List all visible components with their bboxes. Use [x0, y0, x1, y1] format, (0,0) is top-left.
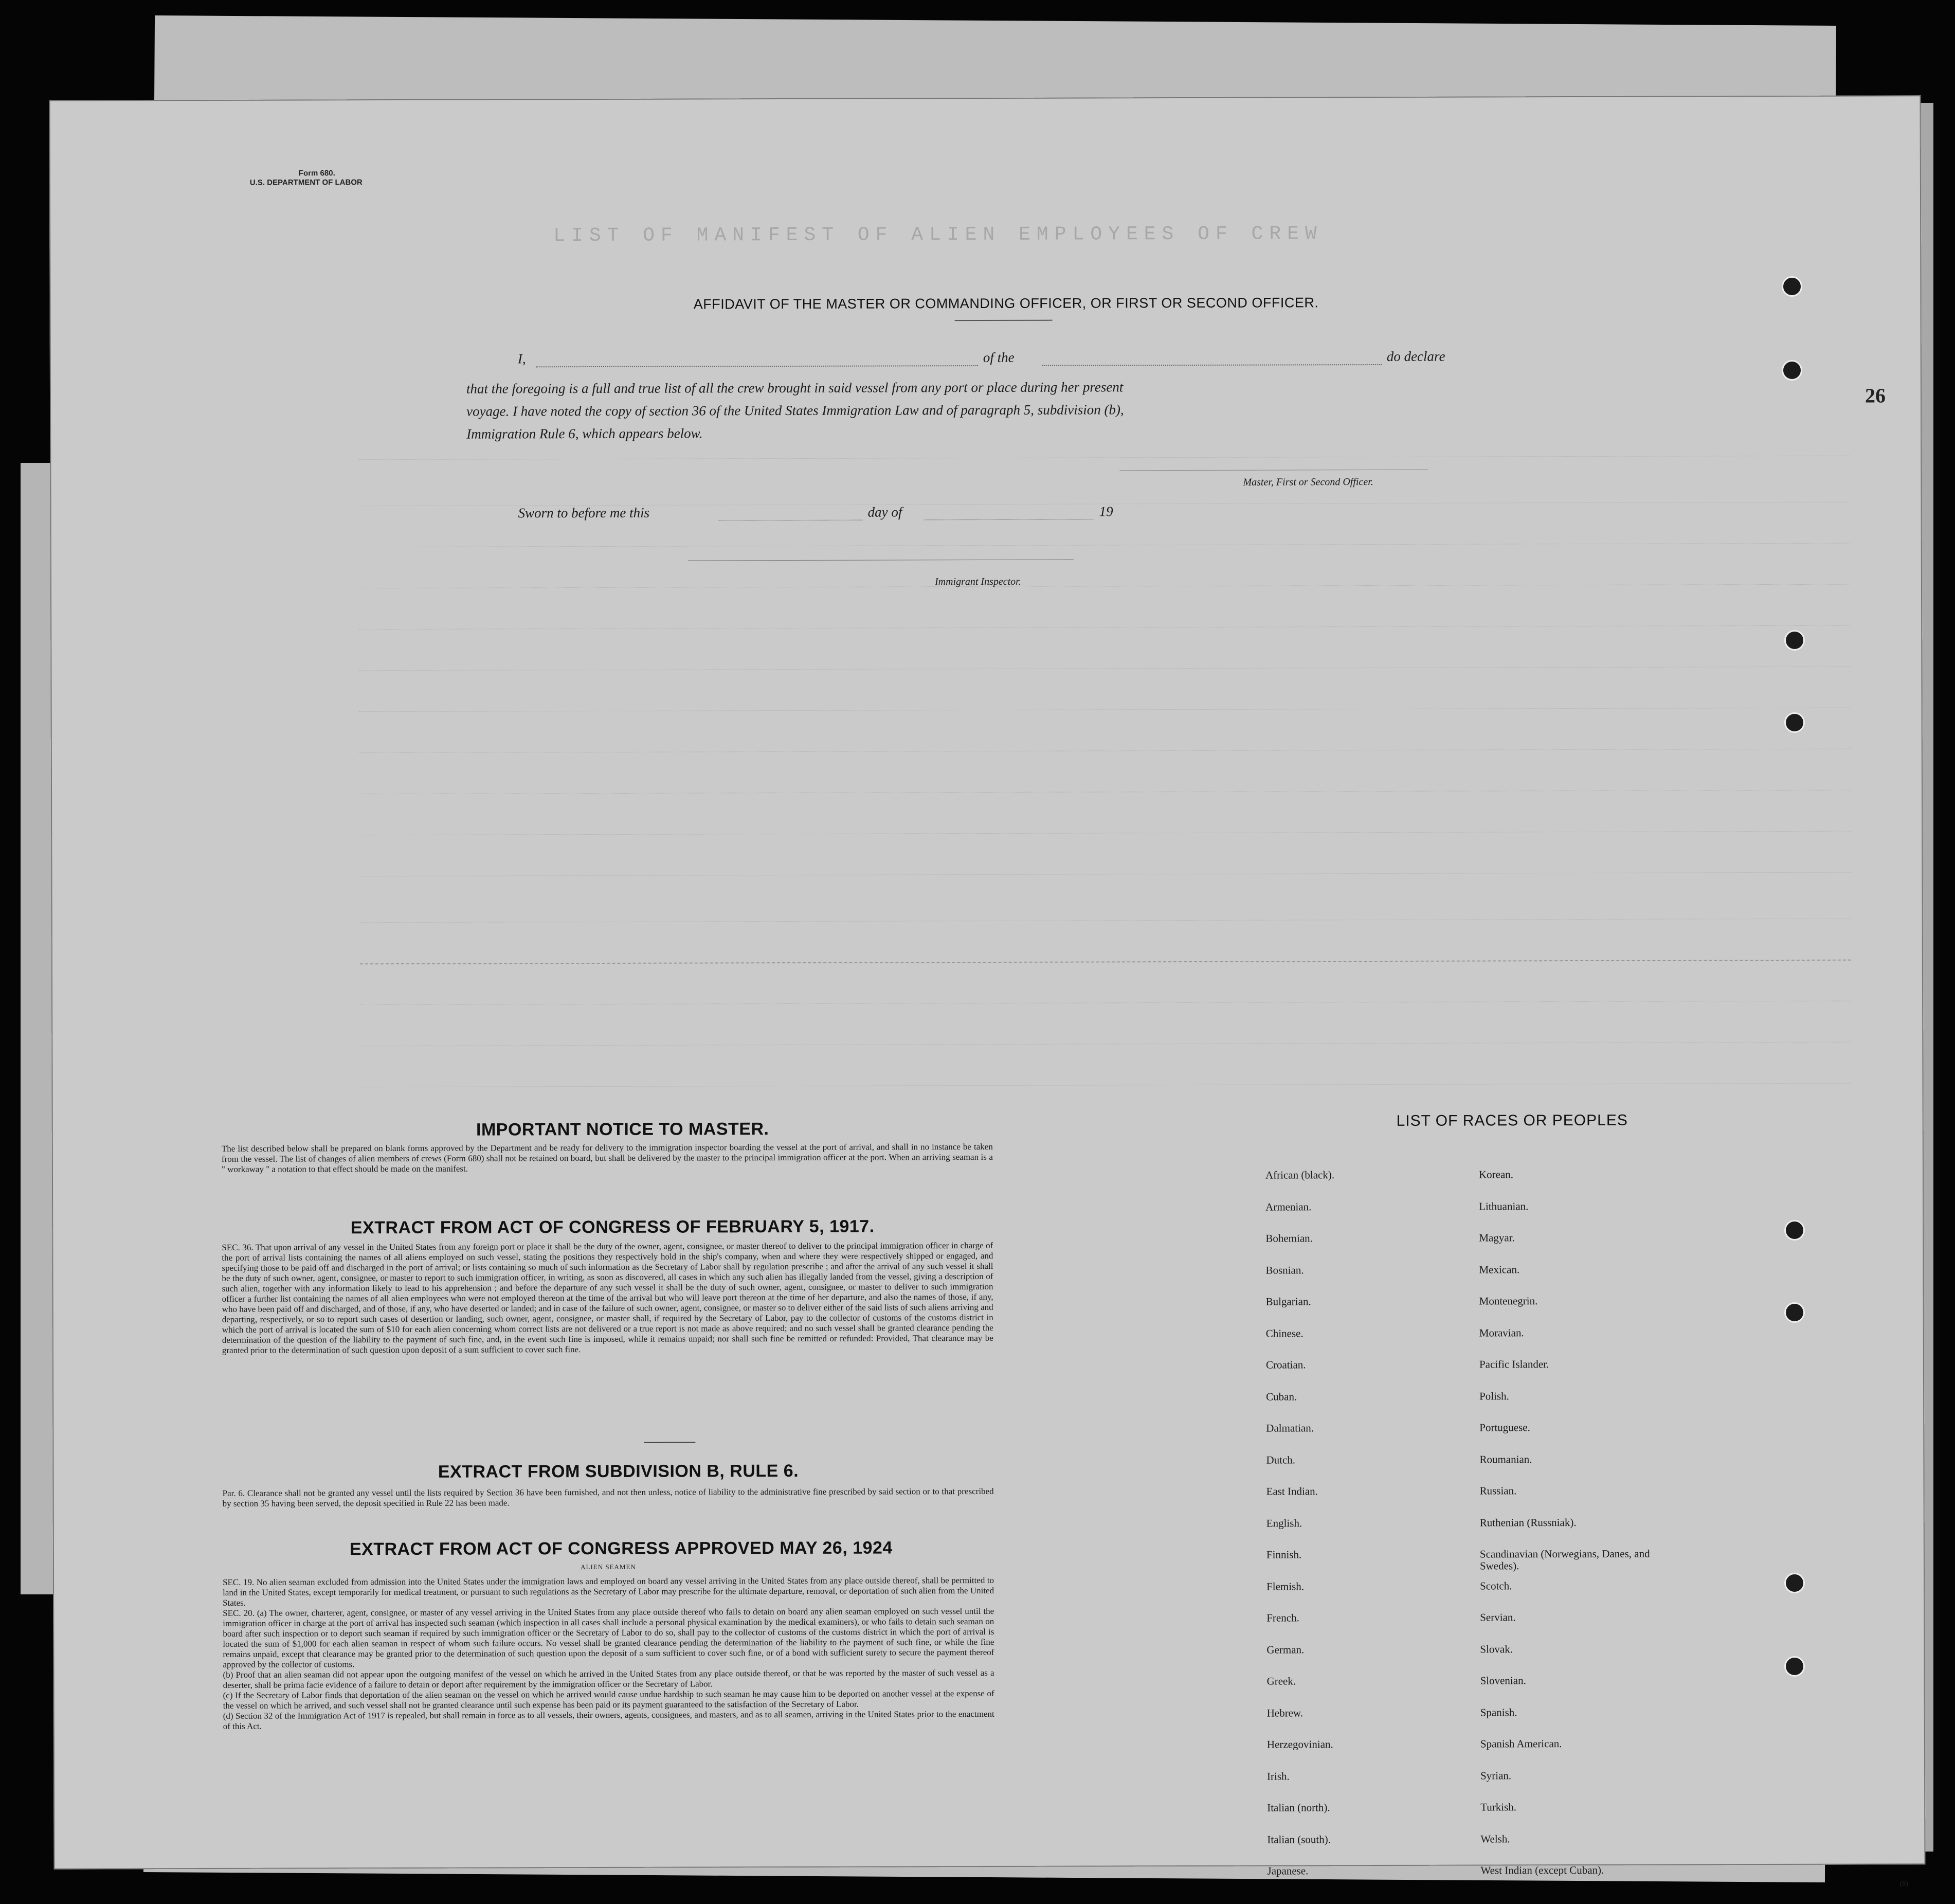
race-item: Scandinavian (Norwegians, Danes, and Swedes). [1479, 1547, 1650, 1572]
punch-hole [1784, 1302, 1805, 1323]
inspector-label: Immigrant Inspector. [934, 576, 1021, 588]
punch-hole [1782, 276, 1802, 297]
section-20d: (d) Section 32 of the Immigration Act of 1917 is repealed, but shall remain in force as to all vessels, their owners, agents, consignees, and masters, and as to all seamen, arriving in the United States prior to the enactment of this Act. [223, 1709, 994, 1731]
race-item: Montenegrin. [1479, 1295, 1538, 1307]
punch-hole [1784, 1656, 1805, 1677]
bleed-through-row [359, 749, 1851, 753]
race-item: English. [1266, 1517, 1302, 1530]
form-header [250, 169, 363, 188]
notice-body: The list described below shall be prepared on blank forms approved by the Department and be ready for delivery to the immigration inspector boarding the vessel at the port of arrival, and shall in no instance be taken from the vessel. The list of changes of alien members of crews (Form 680) shall not be retained on board, but shall be delivered by the master to the principal immigration officer at the port. When an arriving seaman is a " workaway " a notation to that effect should be made on the manifest. [221, 1141, 993, 1174]
race-item: Mexican. [1479, 1263, 1520, 1276]
race-item: Portuguese. [1479, 1421, 1530, 1434]
form-number: Form 680. [298, 169, 335, 178]
notice-title: IMPORTANT NOTICE TO MASTER. [476, 1119, 769, 1140]
bleed-through-row [359, 625, 1850, 630]
race-item: Ruthenian (Russniak). [1479, 1516, 1577, 1529]
race-item: Bosnian. [1265, 1264, 1304, 1277]
section-19: SEC. 19. No alien seaman excluded from admission into the United States under the immigration laws and employed on board any vessel arriving in the United States from any place outside thereof, shall be permitted to land in the United States, except temporarily for medical treatment, or pursuant to such regulations as the Secretary of Labor may prescribe for the ultimate departure, removal, or deportation of such alien from the United States. [223, 1575, 994, 1608]
race-item: Spanish American. [1480, 1737, 1562, 1750]
year-text: 19 [1099, 504, 1113, 519]
bleed-through-row [359, 543, 1850, 548]
bleed-through-row [359, 831, 1851, 836]
affidavit-i: I, [517, 351, 526, 367]
race-item: Welsh. [1480, 1833, 1510, 1845]
race-item: Bohemian. [1265, 1232, 1313, 1245]
bleed-through-row [359, 790, 1851, 795]
race-item: Turkish. [1480, 1801, 1517, 1813]
race-item: Scotch. [1480, 1579, 1512, 1592]
race-item: Roumanian. [1479, 1453, 1532, 1466]
bleed-through-row [360, 1083, 1852, 1088]
extract-rule6-title: EXTRACT FROM SUBDIVISION B, RULE 6. [438, 1461, 799, 1482]
extract-1924-title: EXTRACT FROM ACT OF CONGRESS APPROVED MAY 26, 1924 [349, 1538, 893, 1559]
extract-1924-content [223, 1561, 994, 1732]
affidavit-line4: Immigration Rule 6, which appears below. [466, 425, 703, 442]
bleed-through-row [360, 960, 1851, 965]
race-item: Dalmatian. [1266, 1422, 1314, 1434]
bleed-through-text: LIST OF MANIFEST OF ALIEN EMPLOYEES OF CREW [553, 223, 1323, 247]
race-item: Armenian. [1265, 1200, 1312, 1213]
bleed-through-row [360, 1042, 1851, 1047]
race-item: Lithuanian. [1479, 1200, 1529, 1213]
bleed-through-row [359, 872, 1851, 877]
race-item: Chinese. [1265, 1327, 1304, 1340]
affidavit-line2: that the foregoing is a full and true list of all the crew brought in said vessel from any port or place during her present [466, 379, 1124, 397]
race-item: Slovak. [1480, 1643, 1513, 1656]
sworn-month-blank [925, 519, 1094, 520]
affidavit-declare: do declare [1386, 348, 1445, 364]
race-item: Slovenian. [1480, 1674, 1526, 1687]
inspector-line [688, 560, 1074, 561]
race-item: French. [1266, 1611, 1299, 1624]
punch-hole [1784, 630, 1805, 651]
corner-mark: (8) [1899, 1880, 1908, 1888]
extract-rule6-body: Par. 6. Clearance shall not be granted any vessel until the lists required by Section 36 have been furnished, and not then unless, notice of liability to the administrative fine prescribed by said section or to that prescribed by section 35 having been served, the deposit specified in Rule 22 has been made. [222, 1486, 994, 1508]
race-item: Spanish. [1480, 1706, 1517, 1719]
race-item: African (black). [1265, 1169, 1335, 1181]
form-page [49, 95, 1926, 1888]
bleed-through-row [359, 708, 1851, 712]
races-title: LIST OF RACES OR PEOPLES [1396, 1111, 1628, 1129]
section-divider [644, 1442, 695, 1443]
bleed-through-row [359, 584, 1850, 589]
section-20a: SEC. 20. (a) The owner, charterer, agent, consignee, or master of any vessel arriving in the United States from any place outside thereof who fails to detain on board any alien seaman employed on such vessel until the immigration officer in charge at the port of arrival has inspected such seaman (which inspection in all cases shall include a personal physical examination by the medical examiners), or who fails to detain such seaman on board after such inspection or to deport such seaman if required by such immigration officer or the Secretary of Labor to do so, shall pay to the collector of customs of the customs district in which the port of arrival is located the sum of $1,000 for each alien seaman in respect of whom such failure occurs. No vessel shall be granted clearance pending the determination of the liability to the payment of such fine, or while the fine remains unpaid, except that clearance may be granted prior to the determination of such question upon the deposit of a sum sufficient to cover such fine, or of a bond with sufficient surety to secure the payment thereof approved by the collector of customs. [223, 1606, 994, 1669]
race-item: Croatian. [1265, 1358, 1306, 1371]
race-item: Magyar. [1479, 1231, 1515, 1244]
signature-line [1119, 470, 1428, 471]
race-item: West Indian (except Cuban). [1480, 1863, 1604, 1877]
race-item: Italian (south). [1267, 1833, 1331, 1846]
race-item: German. [1266, 1643, 1305, 1656]
race-item: Greek. [1266, 1675, 1296, 1687]
race-item: Herzegovinian. [1266, 1738, 1333, 1751]
alien-seamen-subtitle: ALIEN SEAMEN [581, 1562, 636, 1571]
punch-hole [1784, 1573, 1805, 1593]
punch-hole [1784, 1220, 1805, 1241]
page-number: 26 [1865, 384, 1886, 407]
race-item: Hebrew. [1266, 1707, 1304, 1719]
sworn-day-blank [719, 520, 863, 521]
race-item: Russian. [1479, 1484, 1517, 1497]
race-item: Korean. [1478, 1168, 1514, 1181]
race-item: Pacific Islander. [1479, 1358, 1549, 1371]
affidavit-title: AFFIDAVIT OF THE MASTER OR COMMANDING OFFICER, OR FIRST OR SECOND OFFICER. [693, 295, 1319, 312]
day-of-text: day of [867, 504, 902, 520]
bleed-through-row [360, 1001, 1851, 1005]
section-20b: (b) Proof that an alien seaman did not appear upon the outgoing manifest of the vessel on which he arrived in the United States from any place outside thereof, or that he was reported by the master of such vessel as a deserter, shall be prima facie evidence of a failure to detain or deport after requirement by the immigration officer or the Secretary of Labor. [223, 1667, 994, 1690]
affidavit-of-the: of the [983, 349, 1015, 366]
race-item: Cuban. [1266, 1390, 1297, 1403]
extract-1917-title: EXTRACT FROM ACT OF CONGRESS OF FEBRUARY 5, 1917. [350, 1216, 875, 1238]
signature-label: Master, First or Second Officer. [1243, 476, 1373, 488]
race-item: Dutch. [1266, 1453, 1296, 1466]
sworn-text: Sworn to before me this [518, 505, 650, 521]
vessel-blank [1042, 364, 1382, 366]
race-item: Flemish. [1266, 1580, 1305, 1593]
race-item: Polish. [1479, 1390, 1509, 1403]
race-item: Syrian. [1480, 1769, 1512, 1782]
bleed-through-row [358, 456, 1850, 460]
bleed-through-row [359, 667, 1850, 671]
bleed-through-row [360, 919, 1851, 923]
punch-hole [1782, 360, 1802, 381]
affidavit-line3: voyage. I have noted the copy of section 36 of the United States Immigration Law and of paragraph 5, subdivision (b), [466, 402, 1124, 419]
title-underline [955, 320, 1053, 321]
section-20c: (c) If the Secretary of Labor finds that deportation of the alien seaman on the vessel on which he arrived would cause undue hardship to such seaman he may cause him to be deported on another vessel at the expense of the vessel on which he arrived, and such vessel shall not be granted clearance until such expense has been paid or its payment guaranteed to the satisfaction of the Secretary of Labor. [223, 1688, 994, 1711]
race-item: Servian. [1480, 1611, 1516, 1624]
punch-hole [1784, 712, 1805, 733]
race-item: Finnish. [1266, 1548, 1302, 1561]
race-item: Italian (north). [1267, 1801, 1330, 1814]
race-item: Moravian. [1479, 1326, 1524, 1339]
name-blank [536, 365, 978, 367]
race-item: Bulgarian. [1265, 1295, 1311, 1308]
race-item: Irish. [1267, 1770, 1290, 1783]
race-item: East Indian. [1266, 1485, 1318, 1498]
department-name: U.S. DEPARTMENT OF LABOR [249, 178, 363, 187]
race-item: Japanese. [1267, 1864, 1309, 1877]
extract-1917-body: SEC. 36. That upon arrival of any vessel in the United States from any foreign port or place it shall be the duty of the owner, agent, consignee, or master thereof to deliver to the principal immigration officer in charge of the port of arrival lists containing the names of all aliens employed on such vessel, stating the positions they respectively hold in the ship's company, when and where they were respectively shipped or engaged, and specifying those to be paid off and discharged in the port of arrival; or lists containing so much of such information as the Secretary of Labor shall by regulation prescribe ; and after the arrival of any such vessel it shall be the duty of such owner, agent, consignee, or master to report to such immigration officer, in writing, as soon as discovered, all cases in which any such alien has illegally landed from the vessel, giving a description of such alien, together with any information likely to lead to his apprehension ; and before the departure of any such vessel it shall be the duty of such owner, agent, consignee, or master to deliver to such immigration officer a further list containing the names of all alien employees who were not employed thereon at the time of the arrival but who will leave port thereon at the time of her departure, and also the names of those, if any, who have been paid off and discharged, and of those, if any, who have deserted or landed; and in case of the failure of such owner, agent, consignee, or master so to deliver either of the said lists of such aliens arriving and departing, respectively, or so to report such cases of desertion or landing, such owner, agent, consignee, or master shall, if required by the Secretary of Labor, pay to the collector of customs of the customs district in which the port of arrival is located the sum of $10 for each alien concerning whom correct lists are not delivered or a true report is not made as above required; and no such vessel shall be granted clearance pending the determination of the question of the liability to the payment of such fine, and, in the event such fine is imposed, while it remains unpaid; nor shall such fine be remitted or refunded: Provided, That clearance may be granted prior to the determination of such question upon deposit of a sum sufficient to cover such fine. [222, 1240, 993, 1355]
